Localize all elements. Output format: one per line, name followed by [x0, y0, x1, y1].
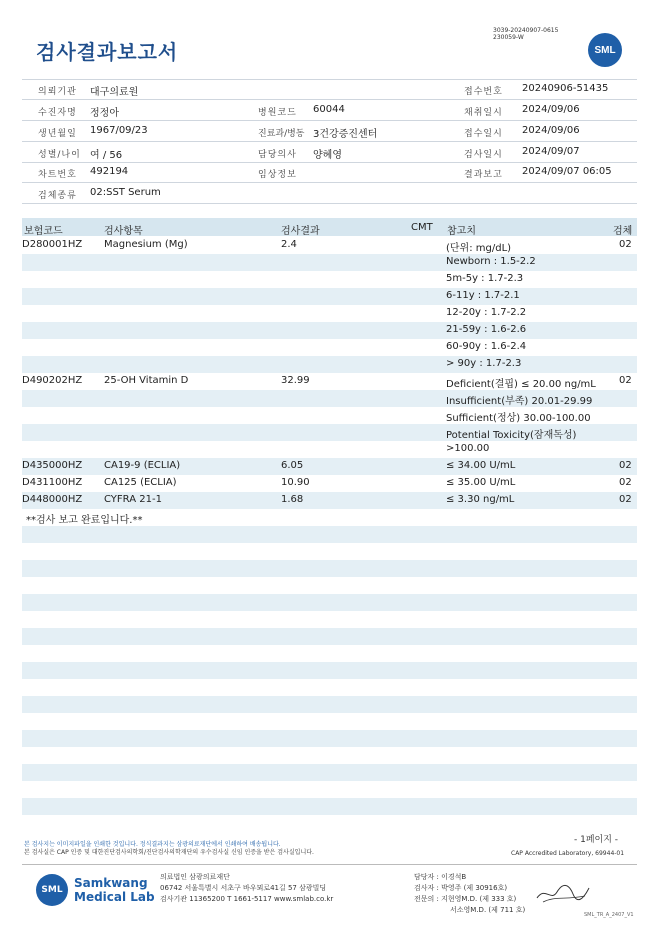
- cell-specimen: 02: [619, 375, 632, 386]
- cell-specimen: 02: [619, 460, 632, 471]
- cell-reference: 12-20y : 1.7-2.2: [446, 307, 527, 318]
- cell-reference: 60-90y : 1.6-2.4: [446, 341, 527, 352]
- label-clinic: 의뢰기관: [38, 87, 77, 97]
- cell-insurance-code: D280001HZ: [22, 239, 83, 250]
- table-row: [22, 611, 637, 628]
- value-test-date: 2024/09/07: [522, 146, 580, 157]
- cell-specimen: 02: [619, 494, 632, 505]
- col-test-item: 검사항목: [104, 226, 143, 237]
- table-row: [22, 322, 637, 339]
- value-report-date: 2024/09/07 06:05: [522, 166, 612, 177]
- table-row: [22, 441, 637, 458]
- cell-test-item: CA125 (ECLIA): [104, 477, 177, 488]
- cell-reference: ≤ 3.30 ng/mL: [446, 494, 515, 505]
- table-row: [22, 730, 637, 747]
- page-number: - 1페이지 -: [574, 835, 619, 845]
- cell-result: 10.90: [281, 477, 310, 488]
- cell-insurance-code: **검사 보고 완료입니다.**: [26, 515, 143, 526]
- lab-staff: 담당자 : 이경석B 검사자 : 박영주 (제 30916호) 전문의 : 지현영M.D. (제 333 호) 서소영M.D. (제 711 호): [414, 873, 526, 914]
- cell-reference: > 90y : 1.7-2.3: [446, 358, 522, 369]
- cell-test-item: CYFRA 21-1: [104, 494, 162, 505]
- table-row: [22, 764, 637, 781]
- document-id: 3039-20240907-0615 230059-W: [493, 27, 559, 41]
- label-birthdate: 생년월일: [38, 129, 77, 139]
- sml-logo-icon: SML: [36, 874, 68, 906]
- cell-insurance-code: D490202HZ: [22, 375, 83, 386]
- cell-test-item: 25-OH Vitamin D: [104, 375, 189, 386]
- cell-reference: 21-59y : 1.6-2.6: [446, 324, 527, 335]
- label-clinical-info: 임상정보: [258, 170, 297, 180]
- value-hospital-code: 60044: [313, 104, 345, 115]
- label-sex-age: 성별/나이: [38, 150, 81, 160]
- table-row: [22, 662, 637, 679]
- table-row: [22, 747, 637, 764]
- table-row: [22, 560, 637, 577]
- cell-specimen: 02: [619, 239, 632, 250]
- brand-name: Samkwang Medical Lab: [74, 876, 155, 904]
- table-row: [22, 254, 637, 271]
- cell-reference: Insufficient(부족) 20.01-29.99: [446, 396, 593, 407]
- cell-reference: Deficient(결핍) ≤ 20.00 ng/mL: [446, 379, 596, 390]
- value-department: 3건강증진센터: [313, 129, 378, 140]
- cell-reference: >100.00: [446, 443, 490, 454]
- label-patient-name: 수진자명: [38, 108, 77, 118]
- value-receipt-no: 20240906-51435: [522, 83, 609, 94]
- value-receipt-date: 2024/09/06: [522, 125, 580, 136]
- label-specimen-type: 검체종류: [38, 191, 77, 201]
- divider: [22, 864, 637, 865]
- cell-reference: 6-11y : 1.7-2.1: [446, 290, 520, 301]
- cell-insurance-code: D448000HZ: [22, 494, 83, 505]
- table-row: [22, 339, 637, 356]
- value-patient-name: 정정아: [90, 108, 119, 119]
- label-receipt-no: 접수번호: [464, 87, 503, 97]
- table-row: [22, 271, 637, 288]
- cell-reference: (단위: mg/dL): [446, 243, 512, 254]
- page-title: 검사결과보고서: [36, 40, 179, 64]
- cell-result: 1.68: [281, 494, 304, 505]
- value-collect-date: 2024/09/06: [522, 104, 580, 115]
- table-row: [22, 594, 637, 611]
- form-code: SML_TR_A_2407_V1: [584, 912, 634, 918]
- cell-test-item: Magnesium (Mg): [104, 239, 188, 250]
- cell-result: 32.99: [281, 375, 310, 386]
- cell-reference: 5m-5y : 1.7-2.3: [446, 273, 524, 284]
- table-row: [22, 696, 637, 713]
- table-row: [22, 781, 637, 798]
- table-row: [22, 577, 637, 594]
- table-row: [22, 356, 637, 373]
- cell-reference: Sufficient(정상) 30.00-100.00: [446, 413, 591, 424]
- cell-result: 6.05: [281, 460, 304, 471]
- value-chart-no: 492194: [90, 166, 129, 177]
- cell-reference: Potential Toxicity(잠재독성): [446, 430, 577, 441]
- table-row: [22, 543, 637, 560]
- cell-reference: Newborn : 1.5-2.2: [446, 256, 536, 267]
- table-row: [22, 526, 637, 543]
- cell-insurance-code: D435000HZ: [22, 460, 83, 471]
- table-row: [22, 305, 637, 322]
- cell-insurance-code: D431100HZ: [22, 477, 83, 488]
- col-specimen: 검체: [613, 226, 633, 237]
- table-row: [22, 645, 637, 662]
- value-specimen-type: 02:SST Serum: [90, 187, 161, 198]
- cap-accreditation: CAP Accredited Laboratory, 69944-01: [511, 850, 625, 857]
- table-row: [22, 798, 637, 815]
- label-hospital-code: 병원코드: [258, 108, 297, 118]
- sml-logo-icon: SML: [588, 33, 622, 67]
- label-report-date: 결과보고: [464, 170, 503, 180]
- value-doctor: 양혜영: [313, 150, 342, 161]
- col-cmt: CMT: [411, 222, 433, 233]
- value-sex-age: 여 / 56: [90, 150, 123, 161]
- label-chart-no: 차트번호: [38, 170, 77, 180]
- col-reference: 참고치: [447, 226, 476, 237]
- table-row: [22, 815, 637, 832]
- table-row: [22, 713, 637, 730]
- cell-specimen: 02: [619, 477, 632, 488]
- divider: [22, 79, 637, 80]
- label-receipt-date: 접수일시: [464, 129, 503, 139]
- lab-address: 의료법인 삼광의료재단 06742 서울특별시 서초구 바우뫼로41길 57 삼광빌딩 검사기관 11365200 T 1661-5117 www.smlab.co.kr: [160, 873, 334, 903]
- cell-test-item: CA19-9 (ECLIA): [104, 460, 181, 471]
- signature-icon: [535, 880, 591, 906]
- cell-reference: ≤ 35.00 U/mL: [446, 477, 516, 488]
- label-test-date: 검사일시: [464, 150, 503, 160]
- col-insurance-code: 보험코드: [24, 226, 63, 237]
- cell-result: 2.4: [281, 239, 297, 250]
- cell-reference: ≤ 34.00 U/mL: [446, 460, 516, 471]
- value-clinic: 대구의료원: [90, 87, 139, 98]
- footer-notes: 본 검사지는 이미지파일을 인쇄한 것입니다. 정식결과지는 삼광의료재단에서 인쇄하여 배송됩니다. 본 검사실은 CAP 인증 및 대한진단검사의학회/진단검사의학재단의 우수검사실 신임 인증을 받은 검사실입니다.: [24, 841, 314, 856]
- label-doctor: 담당의사: [258, 150, 297, 160]
- table-row: [22, 679, 637, 696]
- table-row: [22, 288, 637, 305]
- value-birthdate: 1967/09/23: [90, 125, 148, 136]
- col-result: 검사결과: [281, 226, 320, 237]
- label-collect-date: 채취일시: [464, 108, 503, 118]
- label-department: 진료과/병동: [258, 129, 305, 139]
- table-row: [22, 628, 637, 645]
